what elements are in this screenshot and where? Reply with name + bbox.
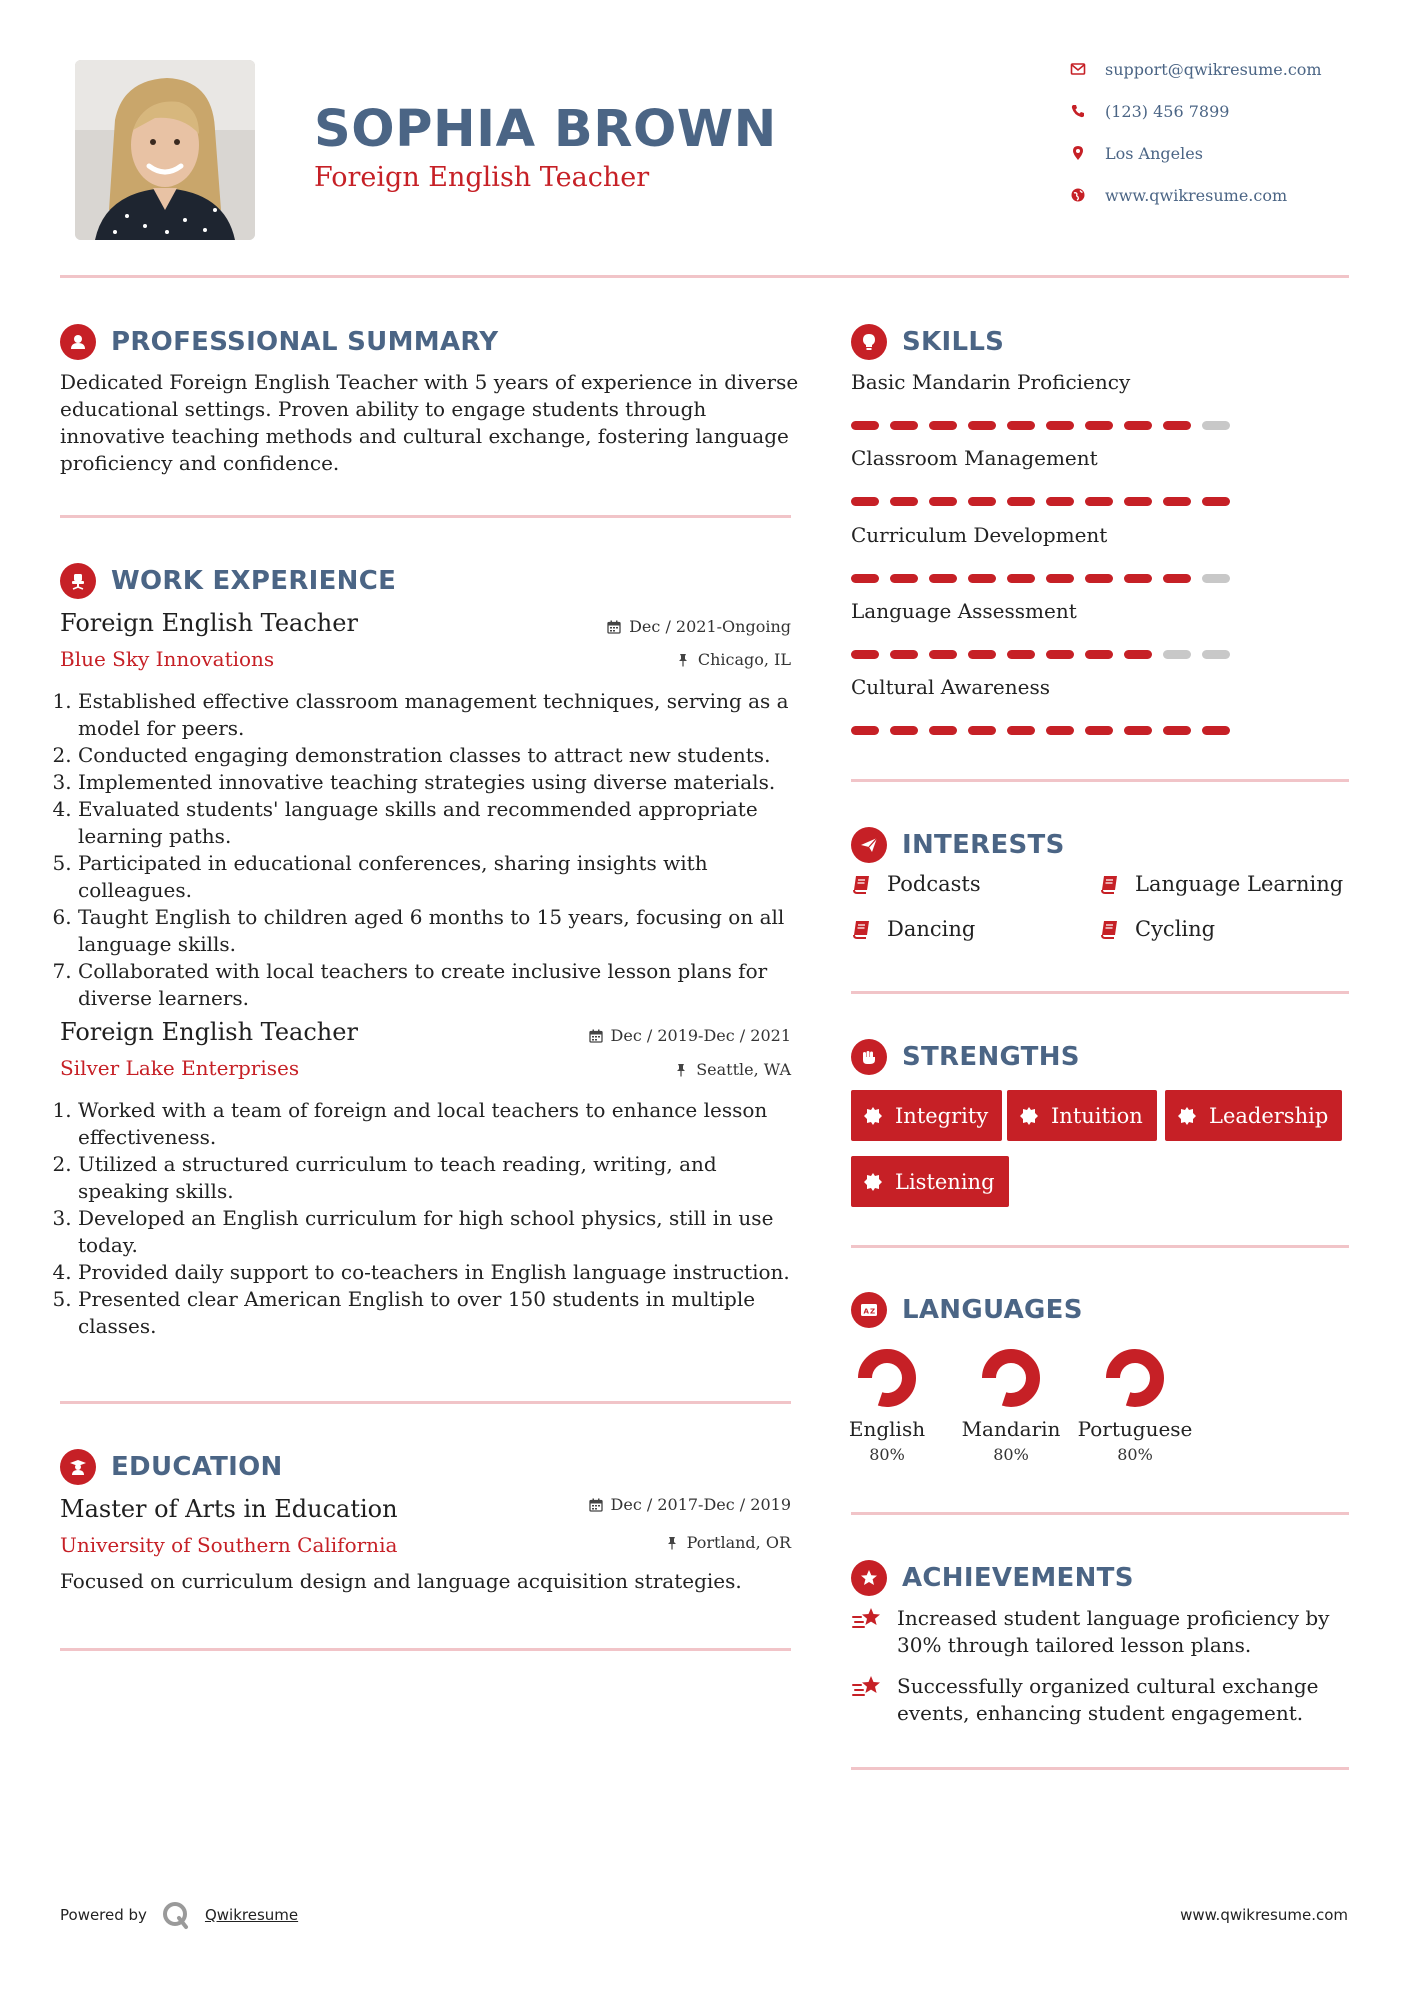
education-degree: Master of Arts in Education [60,1495,398,1523]
skill-dash [1085,421,1113,430]
skill-dash [1046,421,1074,430]
map-pin-icon [1070,145,1100,161]
skill-dash [1163,726,1191,735]
skill-dash [1007,497,1035,506]
book-icon [851,918,873,940]
job-1-duties [60,688,800,1012]
skill-dash [968,726,996,735]
list-item: 4. Provided daily support to co-teachers in English language instruction. [78,1259,800,1286]
interest-item [851,872,981,896]
skill-dash [968,650,996,659]
skill-dash [851,497,879,506]
skill-dash [1202,574,1230,583]
interest-item [1099,872,1343,896]
list-item: 7. Collaborated with local teachers to create inclusive lesson plans for diverse learners. [78,958,800,1012]
summary-heading [60,324,498,360]
job-2-title: Foreign English Teacher [60,1018,358,1046]
calendar-icon [589,1029,603,1043]
language-item [951,1343,1071,1464]
job-1-company: Blue Sky Innovations [60,647,275,671]
skill-name: Classroom Management [851,446,1098,470]
pushpin-icon [674,1063,688,1077]
skill-dash [851,650,879,659]
language-progress-ring [1100,1343,1170,1413]
book-icon [851,873,873,895]
skill-dash [929,650,957,659]
achievement-item [851,1605,1331,1659]
language-item [827,1343,947,1464]
interests-heading [851,827,1065,863]
contact-phone-text: (123) 456 7899 [1105,101,1230,121]
skill-dash [851,421,879,430]
education-dates [589,1495,791,1514]
skill-dash [929,421,957,430]
achievement-item [851,1673,1331,1727]
skill-dash [1007,574,1035,583]
pushpin-icon [665,1536,679,1550]
skill-dash [1163,574,1191,583]
interest-label: Dancing [887,917,976,941]
achievement-text: Successfully organized cultural exchange events, enhancing student engagement. [897,1674,1319,1725]
qwikresume-logo-icon [161,1900,191,1930]
language-progress-ring [976,1343,1046,1413]
education-heading [60,1449,283,1485]
skill-dash [968,497,996,506]
job-1-location [676,650,791,669]
list-item: 1. Worked with a team of foreign and local teachers to enhance lesson effectiveness. [78,1097,800,1151]
language-level: 80% [993,1445,1029,1464]
skill-dash [1085,497,1113,506]
footer-powered-by [60,1900,298,1930]
language-item [1075,1343,1195,1464]
summary-text: Dedicated Foreign English Teacher with 5 years of experience in diverse educational settings. Proven ability to engage students through innovative teaching methods and cultural exchange, fostering language proficiency and confidence. [60,370,799,475]
skill-dash [1046,650,1074,659]
skill-dash [929,726,957,735]
languages-divider [851,1512,1349,1515]
skill-name: Language Assessment [851,599,1077,623]
contact-location [1070,140,1203,166]
skill-dash [1202,650,1230,659]
languages-heading-text: LANGUAGES [902,1295,1083,1325]
skill-dash [968,421,996,430]
badge-burst-icon [863,1172,883,1192]
achievements-divider [851,1767,1349,1770]
badge-burst-icon [1019,1106,1039,1126]
achievement-text: Increased student language proficiency by 30% through tailored lesson plans. [897,1606,1330,1657]
calendar-icon [607,620,621,634]
job-1-title: Foreign English Teacher [60,609,358,637]
contact-email[interactable] [1070,56,1322,82]
job-2-company: Silver Lake Enterprises [60,1056,300,1080]
language-name: Portuguese [1077,1417,1193,1441]
skill-dash [1007,650,1035,659]
job-2-dates [589,1026,791,1045]
globe-icon [1070,187,1100,203]
education-dates-text: Dec / 2017-Dec / 2019 [610,1495,791,1514]
skill-dash [890,574,918,583]
candidate-name: SOPHIA BROWN [314,100,777,159]
strength-badge [851,1156,1009,1207]
footer-website[interactable]: www.qwikresume.com [1180,1906,1348,1924]
interest-label: Language Learning [1135,872,1344,896]
strengths-divider [851,1245,1349,1248]
job-2-dates-text: Dec / 2019-Dec / 2021 [610,1026,791,1045]
skill-dash [1046,574,1074,583]
skill-dash [968,574,996,583]
skill-dash [1085,726,1113,735]
education-heading-text: EDUCATION [111,1452,283,1482]
strength-badge [1007,1090,1157,1141]
strength-badge [1165,1090,1342,1141]
shooting-star-icon [851,1673,885,1703]
list-item: 4. Evaluated students' language skills and recommended appropriate learning paths. [78,796,800,850]
contact-email-text: support@qwikresume.com [1105,59,1322,79]
job-2-location-text: Seattle, WA [696,1060,791,1079]
education-description: Focused on curriculum design and language acquisition strategies. [60,1569,742,1593]
contact-website-text: www.qwikresume.com [1105,185,1288,205]
skill-dash [1163,497,1191,506]
strength-label: Intuition [1051,1103,1143,1128]
skill-dash [1202,726,1230,735]
book-icon [1099,873,1121,895]
skill-dash [1046,726,1074,735]
education-divider [60,1648,791,1651]
skill-dash [929,574,957,583]
list-item: 3. Developed an English curriculum for high school physics, still in use today. [78,1205,800,1259]
skill-name: Cultural Awareness [851,675,1050,699]
skill-level-bar [851,726,1241,735]
header-divider [60,275,1349,278]
skill-name: Curriculum Development [851,523,1108,547]
strength-label: Listening [895,1169,995,1194]
language-level: 80% [1117,1445,1153,1464]
strength-label: Leadership [1209,1103,1329,1128]
skill-dash [1124,650,1152,659]
skill-dash [890,421,918,430]
list-item: 6. Taught English to children aged 6 months to 15 years, focusing on all language skills. [78,904,800,958]
pushpin-icon [676,653,690,667]
star-badge-icon [851,1560,887,1596]
skill-dash [1124,497,1152,506]
strength-badge [851,1090,1002,1141]
language-name: English [848,1417,926,1441]
book-icon [1099,918,1121,940]
strength-label: Integrity [895,1103,989,1128]
skills-divider [851,779,1349,782]
language-progress-arc [989,1356,1033,1400]
list-item: 5. Presented clear American English to over 150 students in multiple classes. [78,1286,800,1340]
badge-burst-icon [1177,1106,1197,1126]
profile-photo-image [75,60,255,240]
lightbulb-icon [851,324,887,360]
interest-item [1099,917,1215,941]
education-location-text: Portland, OR [686,1533,791,1552]
paper-plane-icon [851,827,887,863]
experience-heading [60,563,396,599]
qwikresume-link[interactable]: Qwikresume [204,1906,299,1924]
interests-heading-text: INTERESTS [902,830,1065,860]
job-2-duties [60,1097,800,1340]
envelope-icon [1070,61,1100,77]
chair-icon [60,563,96,599]
calendar-icon [589,1498,603,1512]
strengths-heading [851,1039,1080,1075]
skill-dash [1007,726,1035,735]
skill-dash [1124,421,1152,430]
badge-burst-icon [863,1106,883,1126]
language-progress-ring [852,1343,922,1413]
skill-dash [1085,574,1113,583]
job-1-location-text: Chicago, IL [697,650,791,669]
list-item: 2. Utilized a structured curriculum to teach reading, writing, and speaking skills. [78,1151,800,1205]
summary-heading-text: PROFESSIONAL SUMMARY [111,327,499,357]
list-item: 1. Established effective classroom management techniques, serving as a model for peers. [78,688,800,742]
skill-dash [851,726,879,735]
skill-dash [1124,726,1152,735]
skill-level-bar [851,497,1241,506]
achievements-heading-text: ACHIEVEMENTS [902,1563,1134,1593]
list-item: 5. Participated in educational conferences, sharing insights with colleagues. [78,850,800,904]
svg-text:A: A [863,1307,869,1316]
skill-dash [890,726,918,735]
user-icon [60,324,96,360]
achievements-heading [851,1560,1134,1596]
job-1-dates [607,617,791,636]
phone-icon [1070,103,1100,119]
summary-divider [60,515,791,518]
skill-name: Basic Mandarin Proficiency [851,370,1131,394]
skill-dash [929,497,957,506]
skill-dash [890,497,918,506]
skill-dash [1202,497,1230,506]
skill-level-bar [851,650,1241,659]
job-2-location [674,1060,791,1079]
skill-dash [1163,650,1191,659]
language-icon [851,1292,887,1328]
skills-heading [851,324,1004,360]
interest-label: Cycling [1135,917,1216,941]
interest-label: Podcasts [887,872,981,896]
profile-photo [75,60,255,240]
skill-dash [1163,421,1191,430]
skill-dash [890,650,918,659]
interest-item [851,917,975,941]
skill-dash [1085,650,1113,659]
interests-divider [851,991,1349,994]
skill-dash [1202,421,1230,430]
graduate-icon [60,1449,96,1485]
language-level: 80% [869,1445,905,1464]
education-school: University of Southern California [60,1533,398,1557]
languages-heading [851,1292,1083,1328]
experience-heading-text: WORK EXPERIENCE [111,566,397,596]
language-progress-arc [1113,1356,1157,1400]
strengths-heading-text: STRENGTHS [902,1042,1080,1072]
skill-level-bar [851,574,1241,583]
list-item: 3. Implemented innovative teaching strategies using diverse materials. [78,769,800,796]
shooting-star-icon [851,1605,885,1635]
contact-website[interactable] [1070,182,1287,208]
fist-icon [851,1039,887,1075]
skill-dash [1124,574,1152,583]
experience-divider [60,1401,791,1404]
contact-location-text: Los Angeles [1105,143,1203,163]
education-location [665,1533,791,1552]
candidate-title: Foreign English Teacher [314,162,650,193]
job-1-dates-text: Dec / 2021-Ongoing [629,617,791,636]
skill-level-bar [851,421,1241,430]
skill-dash [1046,497,1074,506]
skill-dash [1007,421,1035,430]
powered-by-label: Powered by [60,1906,147,1924]
svg-text:Z: Z [870,1307,876,1316]
skill-dash [851,574,879,583]
skills-heading-text: SKILLS [902,327,1005,357]
contact-phone[interactable] [1070,98,1229,124]
language-progress-arc [865,1356,909,1400]
language-name: Mandarin [961,1417,1061,1441]
list-item: 2. Conducted engaging demonstration classes to attract new students. [78,742,800,769]
